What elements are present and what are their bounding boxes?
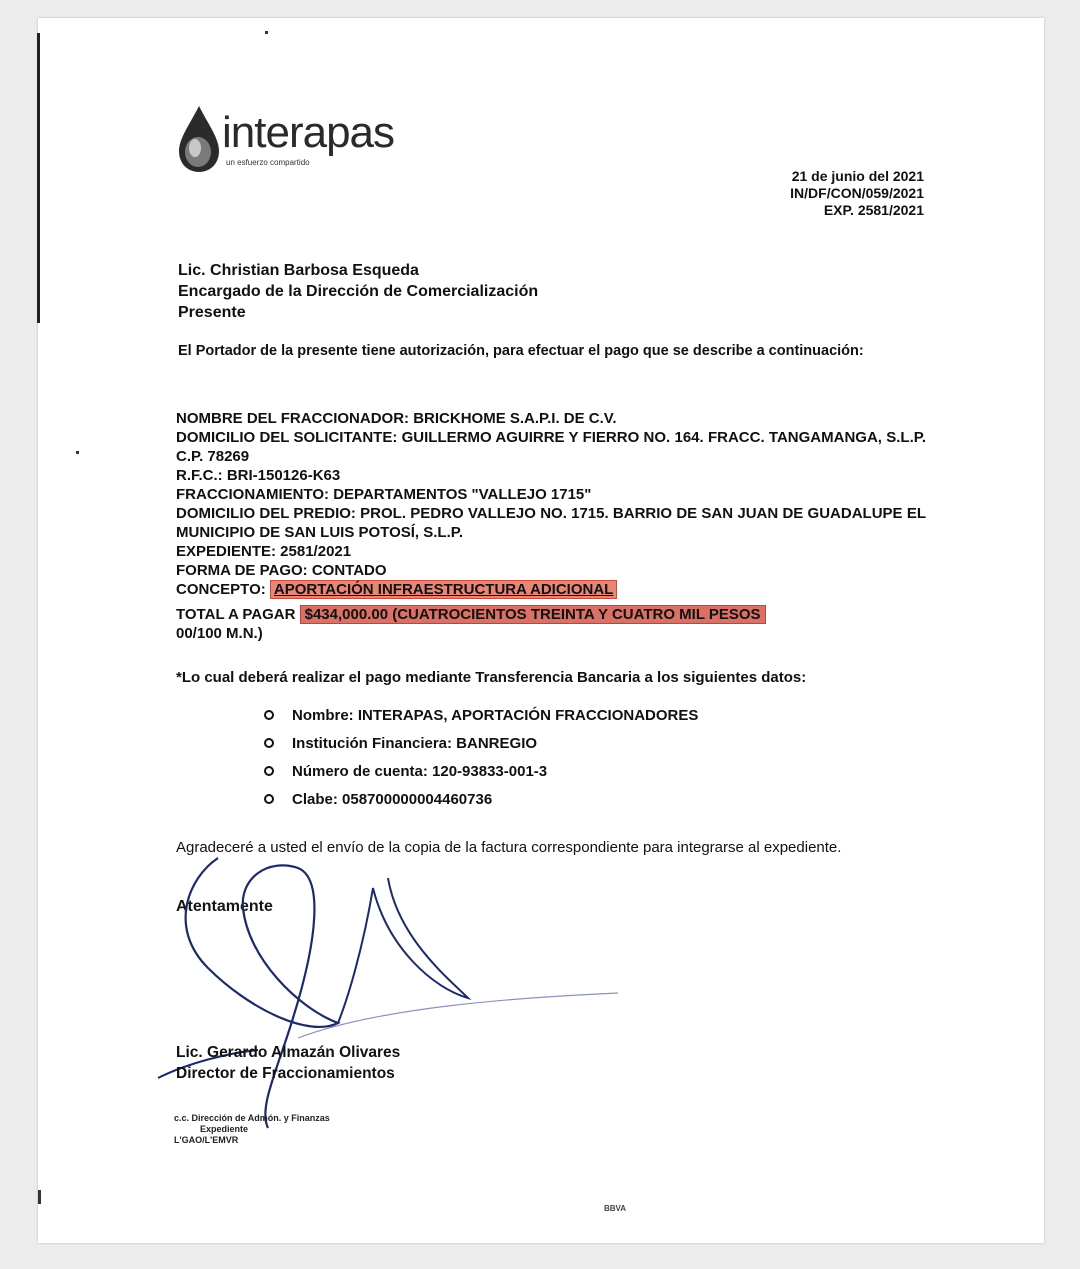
file-field: EXPEDIENTE: 2581/2021 — [176, 543, 352, 560]
letter-page — [38, 18, 1044, 1243]
logo-tagline: un esfuerzo compartido — [226, 158, 310, 167]
scan-speck — [76, 451, 79, 454]
bullet-icon — [264, 766, 274, 776]
footer-mark: BBVA — [604, 1204, 627, 1213]
intro-paragraph: El Portador de la presente tiene autorización, para efectuar el pago que se describe a continuación: — [178, 343, 864, 359]
letter-date: 21 de junio del 2021 — [791, 168, 924, 184]
concept-value-highlight: APORTACIÓN INFRAESTRUCTURA ADICIONAL — [270, 580, 617, 599]
cc-line-1: c.c. Dirección de Admón. y Finanzas — [174, 1113, 330, 1123]
applicant-address-field: DOMICILIO DEL SOLICITANTE: GUILLERMO AGUIRRE Y FIERRO NO. 164. FRACC. TANGAMANGA, S.L.P. C.P. 78269 — [176, 429, 926, 465]
reference-number: IN/DF/CON/059/2021 — [790, 185, 924, 201]
payment-method-field: FORMA DE PAGO: CONTADO — [176, 562, 387, 579]
signer-name: Lic. Gerardo Almazán Olivares — [176, 1044, 401, 1061]
bullet-icon — [264, 710, 274, 720]
farewell: Atentamente — [176, 898, 273, 915]
cc-block — [174, 1113, 330, 1146]
addressee-block — [178, 260, 778, 323]
addressee-name: Lic. Christian Barbosa Esqueda — [178, 262, 419, 279]
bank-details-list — [264, 701, 864, 813]
cc-line-3: L'GAO/L'EMVR — [174, 1135, 239, 1145]
total-label: TOTAL A PAGAR — [176, 606, 296, 623]
bank-beneficiary: Nombre: INTERAPAS, APORTACIÓN FRACCIONADORES — [292, 706, 699, 724]
bank-account-number: Número de cuenta: 120-93833-001-3 — [292, 762, 548, 780]
total-tail: 00/100 M.N.) — [176, 625, 263, 642]
interapas-logo — [176, 104, 426, 174]
signer-block — [176, 1042, 400, 1084]
closing-paragraph: Agradeceré a usted el envío de la copia de la factura correspondiente para integrarse al expediente. — [176, 839, 842, 856]
bank-detail-item — [264, 785, 864, 813]
bank-clabe: Clabe: 058700000004460736 — [292, 790, 493, 808]
subdivision-field: FRACCIONAMIENTO: DEPARTAMENTOS "VALLEJO 1715" — [176, 486, 592, 503]
file-number: EXP. 2581/2021 — [823, 202, 924, 218]
handwritten-signature — [148, 838, 668, 1138]
signer-role: Director de Fraccionamientos — [176, 1065, 395, 1082]
scan-edge-mark — [37, 33, 40, 323]
cc-line-2: Expediente — [200, 1124, 249, 1134]
bank-detail-item — [264, 757, 864, 785]
logo-wordmark: interapas — [222, 108, 395, 157]
concept-row — [176, 580, 926, 599]
scan-speck — [38, 1190, 41, 1204]
concept-label: CONCEPTO: — [176, 581, 266, 598]
reference-block — [624, 168, 924, 219]
developer-field: NOMBRE DEL FRACCIONADOR: BRICKHOME S.A.P.I. DE C.V. — [176, 410, 617, 427]
bullet-icon — [264, 794, 274, 804]
rfc-field: R.F.C.: BRI-150126-K63 — [176, 467, 341, 484]
bank-detail-item — [264, 729, 864, 757]
transfer-note: *Lo cual deberá realizar el pago mediante Transferencia Bancaria a los siguientes datos: — [176, 669, 807, 686]
water-drop-icon — [176, 104, 222, 174]
bank-detail-item — [264, 701, 864, 729]
scan-speck — [265, 31, 268, 34]
addressee-greeting: Presente — [178, 304, 246, 321]
payment-details — [176, 409, 926, 643]
bullet-icon — [264, 738, 274, 748]
total-row — [176, 605, 926, 624]
property-address-field: DOMICILIO DEL PREDIO: PROL. PEDRO VALLEJO NO. 1715. BARRIO DE SAN JUAN DE GUADALUPE EL MUNICIPIO DE SAN LUIS POTOSÍ, S.L.P. — [176, 505, 926, 541]
bank-institution: Institución Financiera: BANREGIO — [292, 734, 538, 752]
total-value-highlight: $434,000.00 (CUATROCIENTOS TREINTA Y CUATRO MIL PESOS — [300, 605, 766, 624]
addressee-role: Encargado de la Dirección de Comercialización — [178, 283, 539, 300]
